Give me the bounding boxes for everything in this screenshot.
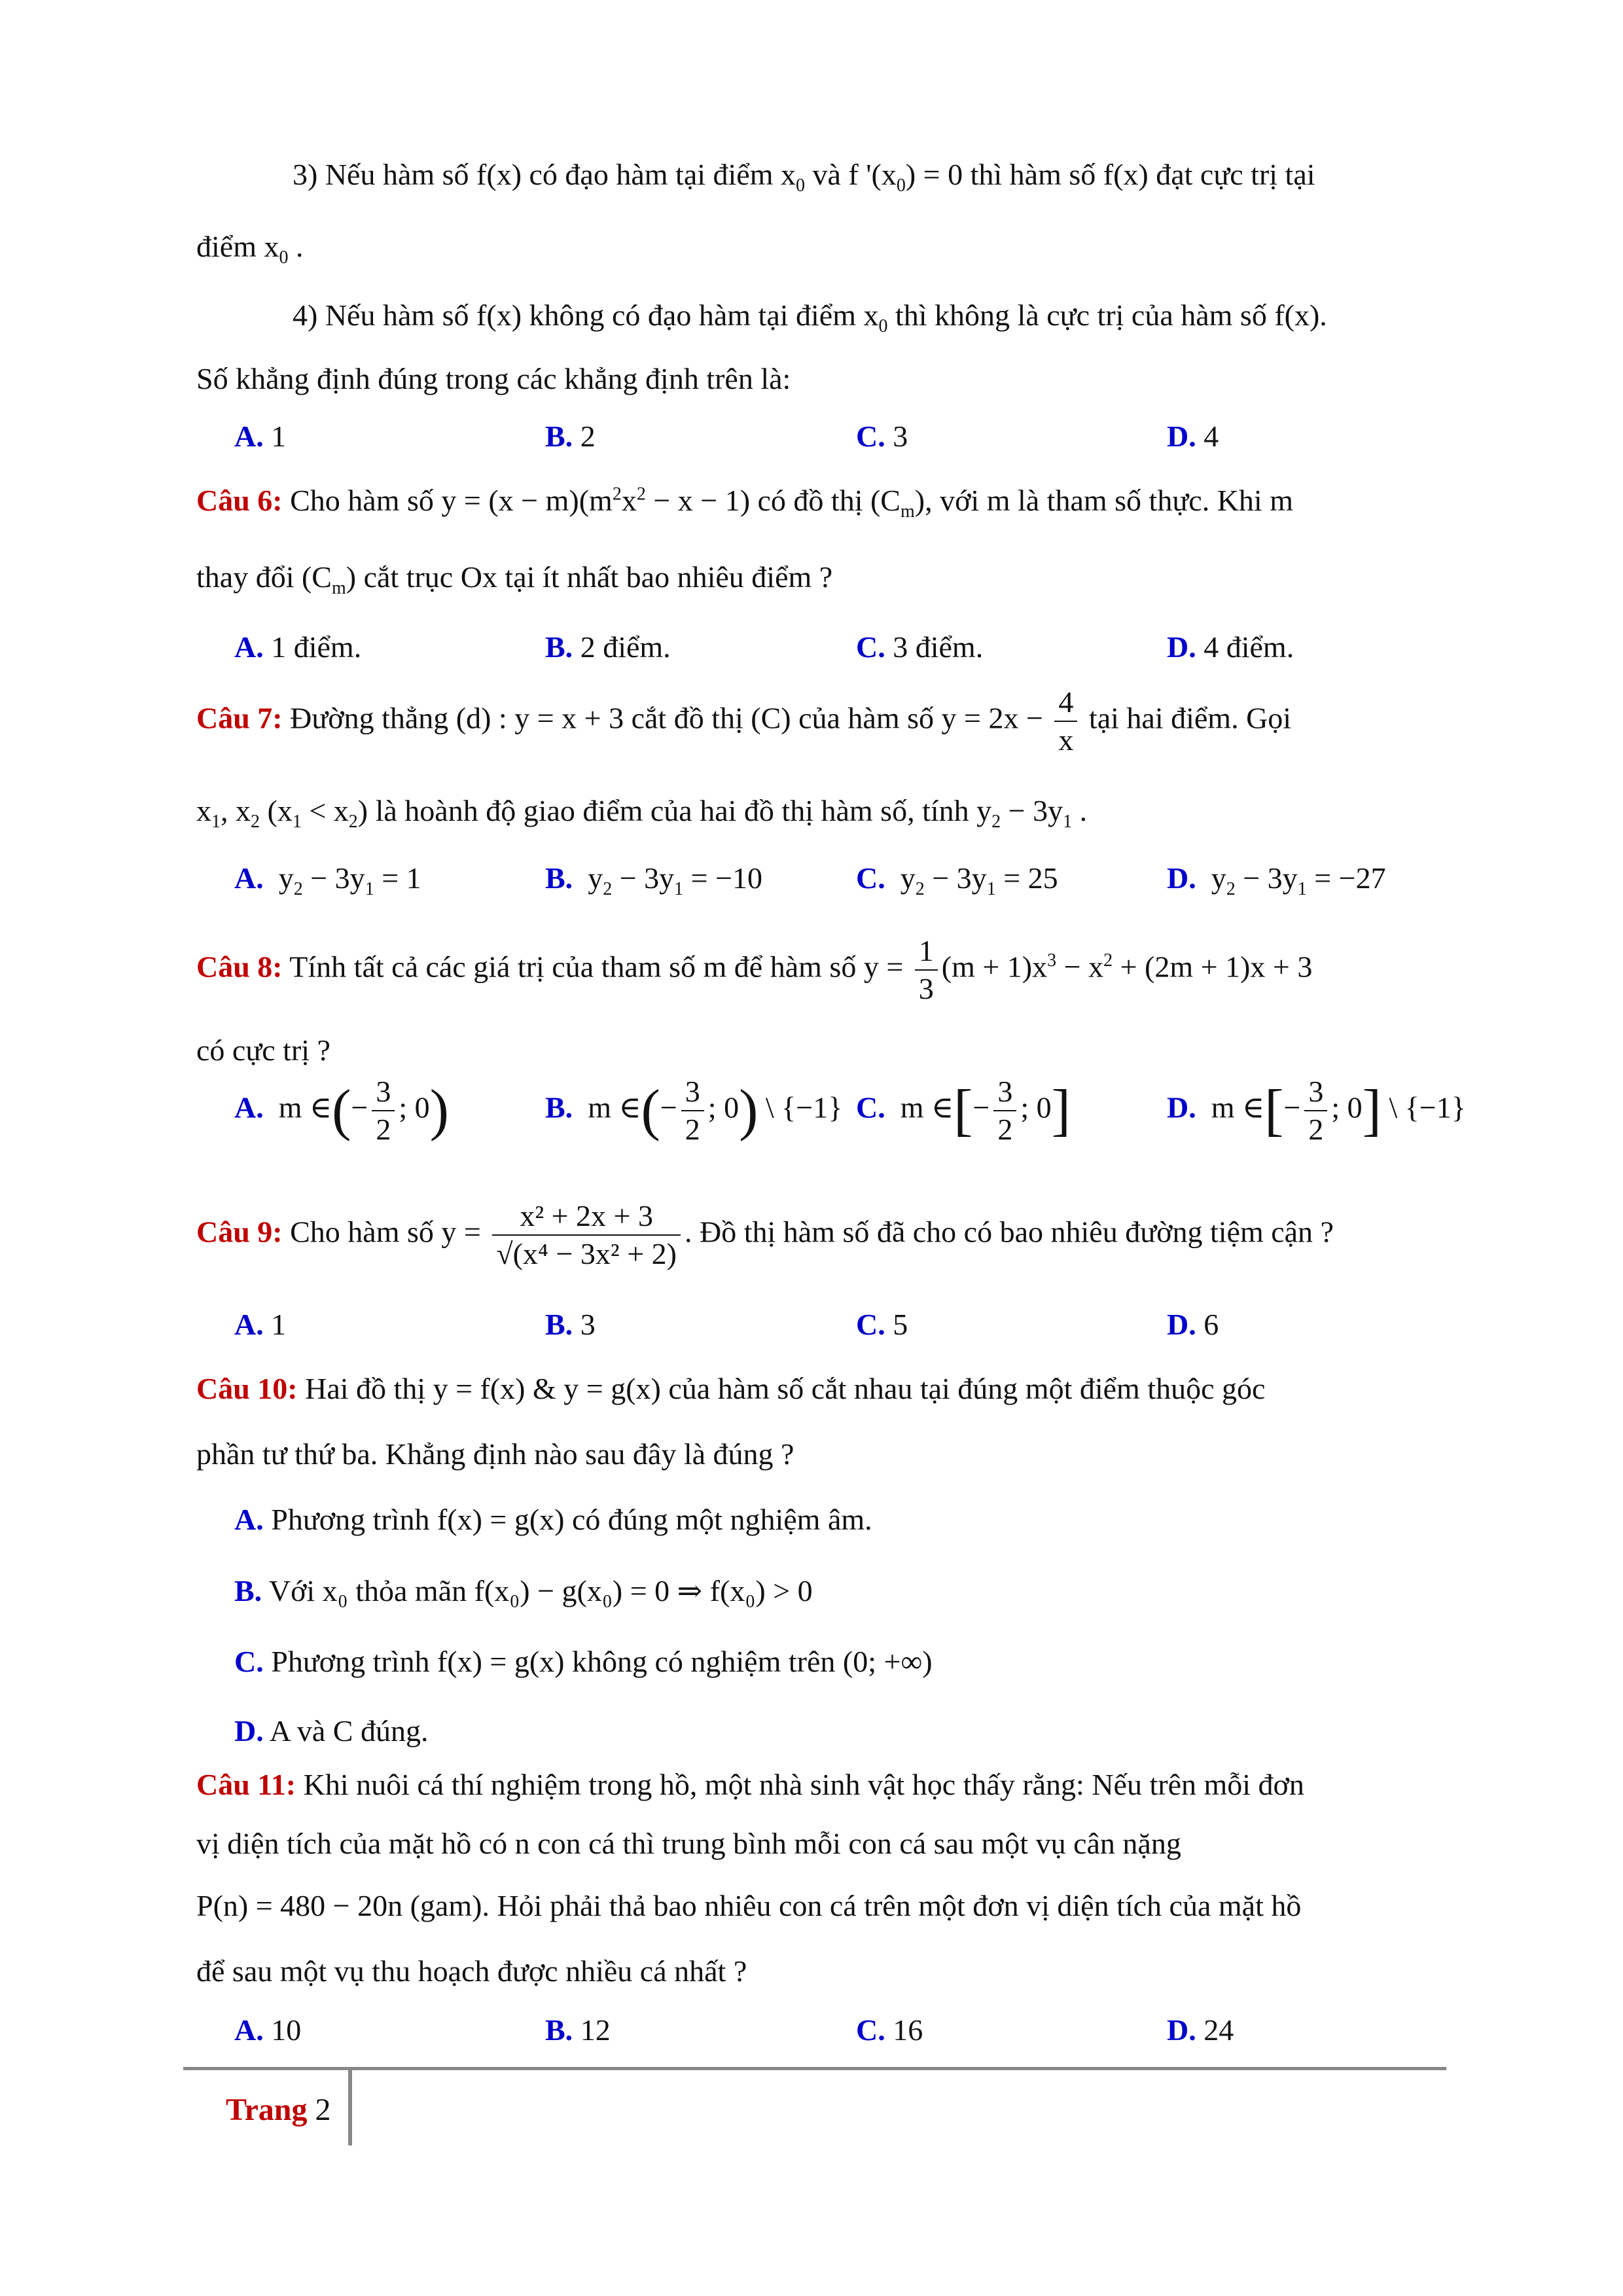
q11-option-c[interactable]: C. 16: [856, 2013, 923, 2047]
q10-stem: Câu 10: Hai đồ thị y = f(x) & y = g(x) của hàm số cắt nhau tại đúng một điểm thuộc góc: [196, 1372, 1266, 1405]
q7-option-b[interactable]: B. $y_2 - 3y_1 = -10$: [545, 861, 763, 900]
q9-option-b[interactable]: B. 3: [545, 1308, 596, 1341]
q8-stem: Câu 8: Tính tất cả các giá trị của tham số m để hàm số y = $\frac{1}{3}$ $(m + 1)x^3 - x^2 + (2m + 1)x + 3$: [196, 933, 1312, 1007]
q7-stem-cont: $x_1$, $x_2$ $(x_1 < x_2)$ là hoành độ giao điểm của hai đồ thị hàm số, tính $y_2 - 3y_1$ .: [196, 794, 1088, 833]
q10-option-c[interactable]: C. Phương trình f(x) = g(x) không có nghiệm trên (0; +∞): [234, 1645, 933, 1678]
q7-stem: Câu 7: Đường thẳng (d) : y = x + 3 cắt đồ thị (C) của hàm số y = 2x − $\frac{4}{x}$ tại hai điểm. Gọi: [196, 684, 1291, 759]
q8-option-a[interactable]: A. m ∈(− $\frac{3}{2}$ ; 0): [234, 1075, 449, 1146]
q10-option-a[interactable]: A. Phương trình f(x) = g(x) có đúng một nghiệm âm.: [234, 1503, 872, 1536]
q5-option-d[interactable]: D. 4: [1167, 420, 1219, 453]
q11-option-d[interactable]: D. 24: [1167, 2013, 1234, 2047]
q11-stem-3: P(n) = 480 − 20n (gam). Hỏi phải thả bao nhiêu con cá trên một đơn vị diện tích của mặt hồ: [196, 1889, 1302, 1922]
q7-fraction: $\frac{4}{x}$: [1054, 684, 1077, 759]
q8-option-c[interactable]: C. m ∈[− $\frac{3}{2}$ ; 0]: [856, 1075, 1071, 1146]
page-number: Trang 2: [226, 2092, 331, 2127]
statement-question: Số khẳng định đúng trong các khẳng định trên là:: [196, 362, 791, 395]
q9-fraction: $\frac{\text{x² + 2x + 3}}{\text{√(x⁴ − 3x² + 2)}}$: [492, 1198, 681, 1272]
q11-option-b[interactable]: B. 12: [545, 2013, 611, 2047]
q5-option-b[interactable]: B. 2: [545, 420, 596, 453]
footer-rule: [183, 2067, 1446, 2070]
q8-fraction: $\frac{1}{3}$: [915, 933, 938, 1007]
q7-option-d[interactable]: D. $y_2 - 3y_1 = -27$: [1167, 861, 1386, 900]
q9-option-c[interactable]: C. 5: [856, 1308, 908, 1341]
q7-label: Câu 7:: [196, 701, 283, 735]
q5-option-a[interactable]: A. 1: [234, 420, 287, 453]
q9-stem: Câu 9: Cho hàm số y = $\frac{\text{x² + 2x + 3}}{\text{√(x⁴ − 3x² + 2)}}$ . Đồ thị hàm số đã cho có bao nhiêu đường tiệm cận ?: [196, 1198, 1334, 1272]
q10-label: Câu 10:: [196, 1372, 298, 1405]
q8-option-b[interactable]: B. m ∈(− $\frac{3}{2}$ ; 0) \ {−1}: [545, 1075, 843, 1146]
statement-4: 4) Nếu hàm số f(x) không có đạo hàm tại điểm $x_0$ thì không là cực trị của hàm số f(x).: [293, 298, 1327, 337]
statement-3: 3) Nếu hàm số f(x) có đạo hàm tại điểm $x_0$ và f '$(x_0) = 0$ thì hàm số f(x) đạt cực trị tại: [293, 158, 1315, 196]
q6-option-c[interactable]: C. 3 điểm.: [856, 630, 984, 664]
q11-stem: Câu 11: Khi nuôi cá thí nghiệm trong hồ, một nhà sinh vật học thấy rằng: Nếu trên mỗi đơn: [196, 1768, 1304, 1801]
q9-option-d[interactable]: D. 6: [1167, 1308, 1219, 1341]
q8-option-d[interactable]: D. m ∈[− $\frac{3}{2}$ ; 0] \ {−1}: [1167, 1075, 1466, 1146]
q6-option-b[interactable]: B. 2 điểm.: [545, 630, 671, 664]
footer-divider: [348, 2068, 352, 2145]
q8-label: Câu 8:: [196, 950, 283, 984]
q10-option-d[interactable]: D. A và C đúng.: [234, 1714, 429, 1748]
q11-stem-4: để sau một vụ thu hoạch được nhiều cá nhất ?: [196, 1954, 747, 1988]
q6-option-d[interactable]: D. 4 điểm.: [1167, 630, 1294, 664]
q5-option-c[interactable]: C. 3: [856, 420, 908, 453]
q6-stem-cont: thay đổi $(C_m)$ cắt trục Ox tại ít nhất bao nhiêu điểm ?: [196, 560, 833, 599]
q6-option-a[interactable]: A. 1 điểm.: [234, 630, 362, 664]
q10-stem-cont: phần tư thứ ba. Khẳng định nào sau đây là đúng ?: [196, 1437, 794, 1471]
q11-option-a[interactable]: A. 10: [234, 2013, 302, 2047]
q9-option-a[interactable]: A. 1: [234, 1308, 287, 1341]
q6-stem: Câu 6: Cho hàm số $y = (x - m)(m^2x^2 - x - 1)$ có đồ thị $(C_m)$, với m là tham số thực. Khi m: [196, 484, 1293, 522]
statement-3-cont: điểm $x_0$ .: [196, 230, 304, 268]
q7-option-c[interactable]: C. $y_2 - 3y_1 = 25$: [856, 861, 1058, 900]
q10-option-b[interactable]: B. Với x₀ thỏa mãn f(x₀) − g(x₀) = 0 ⇒ f(x₀) > 0: [234, 1574, 813, 1607]
q6-label: Câu 6:: [196, 484, 283, 517]
q7-option-a[interactable]: A. $y_2 - 3y_1 = 1$: [234, 861, 421, 900]
q11-stem-2: vị diện tích của mặt hồ có n con cá thì trung bình mỗi con cá sau một vụ cân nặng: [196, 1827, 1181, 1860]
q8-stem-cont: có cực trị ?: [196, 1033, 330, 1067]
q9-label: Câu 9:: [196, 1215, 283, 1249]
q11-label: Câu 11:: [196, 1768, 296, 1801]
